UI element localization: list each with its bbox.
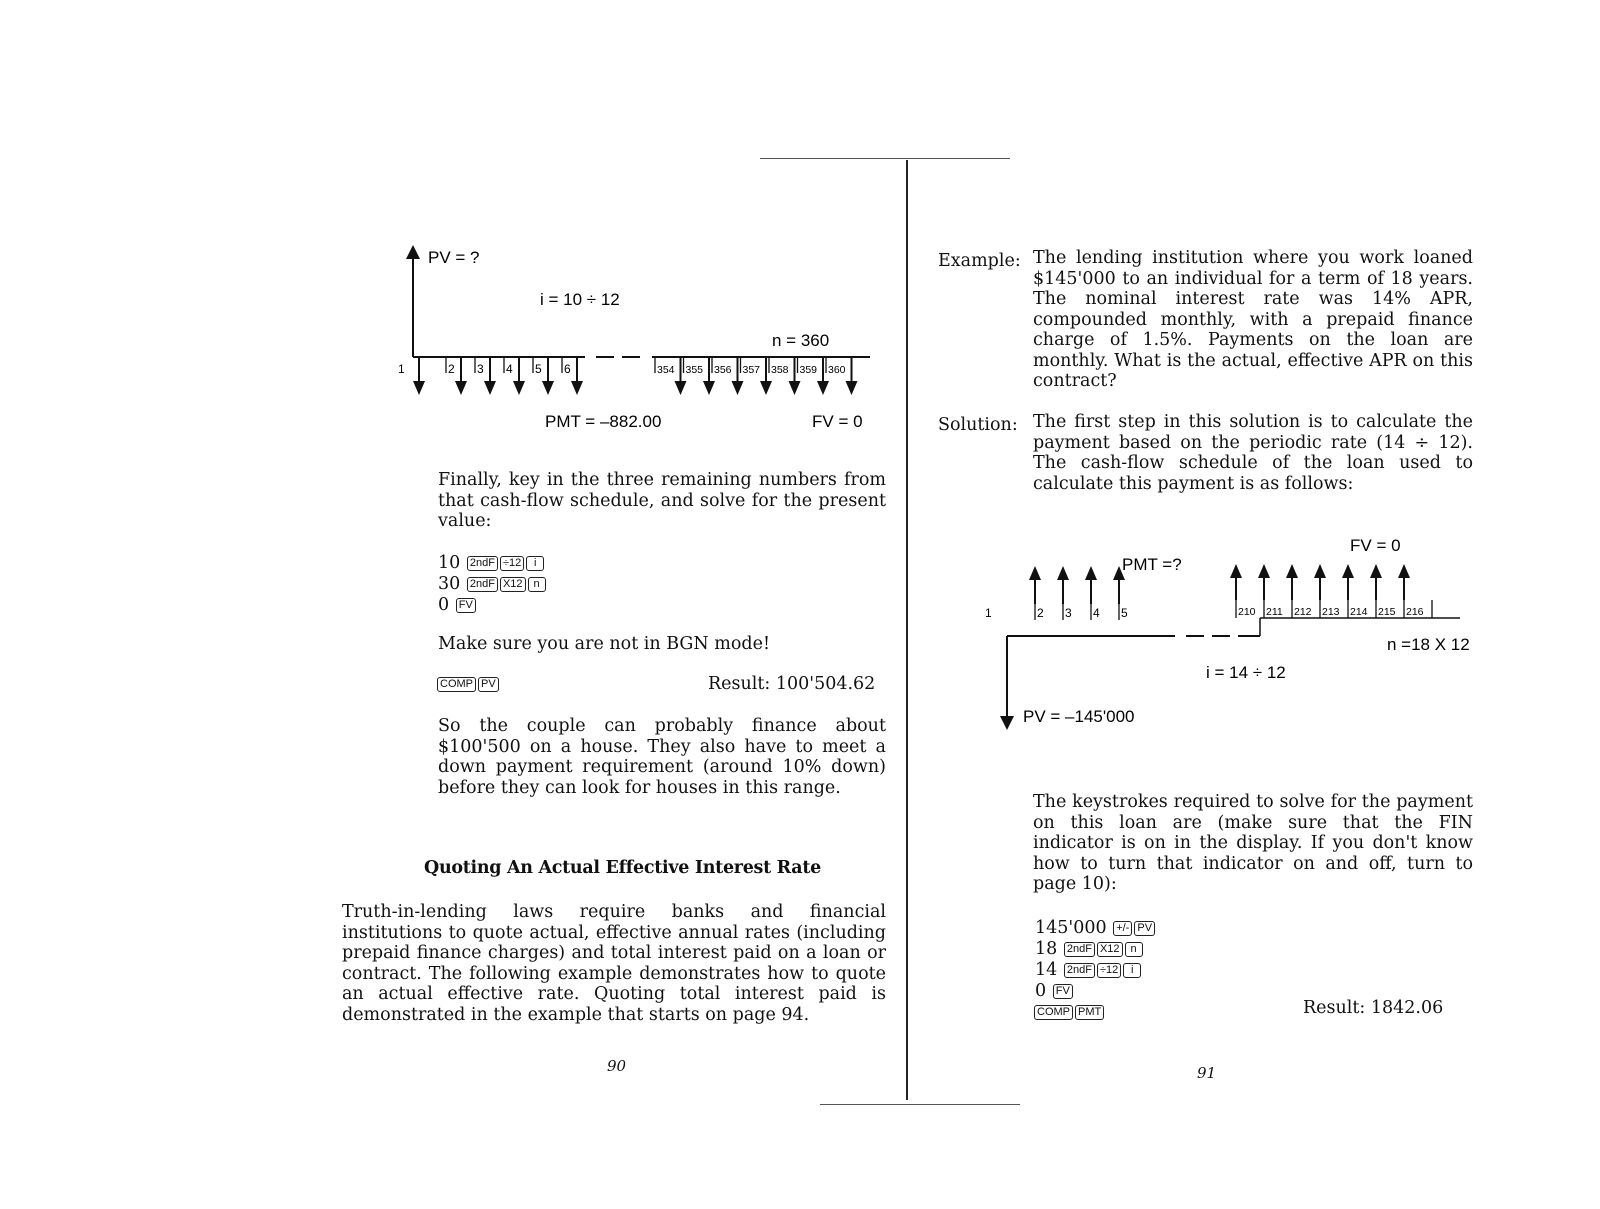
- period-6: [562, 357, 583, 395]
- key-times-12[interactable]: X12: [1097, 942, 1123, 957]
- period-356: [712, 357, 744, 395]
- keystroke-line-2: [1035, 939, 1144, 960]
- period-1: [398, 357, 425, 395]
- period-label: 3: [1065, 606, 1072, 620]
- intro-paragraph: Finally, key in the three remaining numbers from that cash-flow schedule, and solve for the present value:: [438, 470, 886, 531]
- solution-label: Solution:: [938, 415, 1018, 435]
- period-label: 356: [714, 364, 732, 376]
- period-216: [1398, 564, 1424, 618]
- key-2ndf[interactable]: 2ndF: [467, 556, 498, 571]
- period-label: 210: [1238, 606, 1256, 618]
- period-label: 215: [1378, 606, 1396, 618]
- pv-arrow-head: [1000, 716, 1014, 730]
- key-times-12[interactable]: X12: [500, 577, 526, 592]
- period-4: [1085, 566, 1100, 620]
- period-label: 211: [1266, 606, 1283, 618]
- period-3: [1057, 566, 1072, 620]
- period-label: 216: [1406, 606, 1424, 618]
- key-2ndf[interactable]: 2ndF: [467, 577, 498, 592]
- key-pv[interactable]: PV: [478, 677, 499, 692]
- bgn-note: Make sure you are not in BGN mode!: [438, 634, 770, 654]
- pv-label: PV = –145'000: [1023, 707, 1135, 726]
- period-label: 212: [1294, 606, 1312, 618]
- conclusion-paragraph: So the couple can probably finance about $100'500 on a house. They also have to meet a down payment requirement (around 10% down) before they can look for houses in this range.: [438, 716, 886, 798]
- keystroke-line-1: [438, 553, 545, 574]
- rate-label: i = 10 ÷ 12: [540, 290, 620, 309]
- keystroke-value: 0: [1035, 981, 1047, 1001]
- period-5: [533, 357, 554, 395]
- keystroke-value: 18: [1035, 939, 1058, 959]
- period-label: 357: [742, 364, 761, 376]
- keystroke-line-2: [438, 574, 547, 595]
- period-label: 355: [685, 364, 704, 376]
- payment-arrow: [1314, 564, 1326, 578]
- rate-label: i = 14 ÷ 12: [1206, 663, 1286, 682]
- payment-arrow: [846, 381, 858, 395]
- period-354: [655, 357, 687, 395]
- period-label: 2: [448, 362, 455, 376]
- key-n[interactable]: n: [528, 577, 546, 592]
- key-divide-12[interactable]: ÷12: [1097, 963, 1121, 978]
- keystroke-value: 145'000: [1035, 918, 1107, 938]
- period-214: [1342, 564, 1368, 618]
- payment-arrow: [732, 381, 744, 395]
- payment-arrow: [542, 381, 554, 395]
- payment-arrow: [1029, 566, 1041, 580]
- payment-arrow: [513, 381, 525, 395]
- loan-cash-flow-diagram: [400, 245, 890, 445]
- key-pv[interactable]: PV: [1134, 921, 1155, 936]
- page-number-left: 90: [607, 1057, 627, 1075]
- period-358: [769, 357, 801, 395]
- period-ticks-start: [398, 357, 583, 395]
- example-paragraph: The lending institution where you work loaned $145'000 to an individual for a term of 18 years. The nominal interest rate was 14% APR, compounded monthly, with a prepaid finance charge of 1.5%. Payments on the loan are monthly. What is the actual, effective APR on this contract?: [1033, 248, 1473, 391]
- example-label: Example:: [938, 251, 1021, 271]
- period-label: 214: [1350, 606, 1368, 618]
- keystroke-value: 14: [1035, 960, 1058, 980]
- key-pmt[interactable]: PMT: [1075, 1005, 1104, 1020]
- period-ticks-end: [655, 357, 858, 395]
- period-label: 6: [564, 362, 571, 376]
- period-label: 1: [985, 606, 992, 620]
- key-fv[interactable]: FV: [1053, 984, 1073, 999]
- key-i[interactable]: i: [526, 556, 544, 571]
- keystroke-line-5: [1033, 1002, 1105, 1023]
- section-heading: Quoting An Actual Effective Interest Rate: [424, 858, 821, 878]
- key-2ndf[interactable]: 2ndF: [1064, 942, 1095, 957]
- key-comp[interactable]: COMP: [437, 677, 476, 692]
- payment-arrow: [1398, 564, 1410, 578]
- payment-arrow: [1230, 564, 1242, 578]
- page-edge-top: [760, 158, 1010, 159]
- period-label: 2: [1037, 606, 1044, 620]
- key-comp[interactable]: COMP: [1034, 1005, 1073, 1020]
- key-divide-12[interactable]: ÷12: [500, 556, 524, 571]
- body-paragraph: Truth-in-lending laws require banks and financial institutions to quote actual, effective annual rates (including prepaid finance charges) and total interest paid on a loan or contract. The following example demonstrates how to quote an actual effective rate. Quoting total interest paid is demonstrated in the example that starts on page 94.: [342, 902, 886, 1025]
- period-label: 359: [799, 364, 818, 376]
- keystroke-line-4: [1035, 981, 1074, 1002]
- payment-arrow: [484, 381, 496, 395]
- period-3: [475, 357, 496, 395]
- period-359: [798, 357, 830, 395]
- key-n[interactable]: n: [1125, 942, 1143, 957]
- payment-arrow: [703, 381, 715, 395]
- book-spine: [906, 160, 908, 1100]
- period-label: 1: [398, 362, 405, 376]
- period-215: [1370, 564, 1396, 618]
- keystroke-line-3: [438, 595, 477, 616]
- period-212: [1286, 564, 1312, 618]
- period-213: [1314, 564, 1340, 618]
- period-label: 354: [657, 364, 675, 376]
- period-label: 3: [477, 362, 484, 376]
- n-label: n = 360: [772, 331, 830, 350]
- key-change-sign[interactable]: +/-: [1113, 921, 1132, 936]
- period-label: 5: [535, 362, 542, 376]
- period-ticks-end: [1230, 564, 1432, 618]
- period-ticks-start: [985, 566, 1128, 620]
- payment-arrow: [789, 381, 801, 395]
- period-4: [504, 357, 525, 395]
- payment-arrow: [1286, 564, 1298, 578]
- solve-keystrokes: [436, 674, 500, 695]
- payment-arrow: [455, 381, 467, 395]
- period-1: [985, 606, 992, 620]
- period-label: 213: [1322, 606, 1340, 618]
- period-360: [826, 357, 858, 395]
- payment-cash-flow-diagram: [985, 530, 1490, 755]
- payment-arrow: [1342, 564, 1354, 578]
- keystroke-line-1: [1035, 918, 1156, 939]
- payment-arrow: [760, 381, 772, 395]
- pv-arrow-head: [406, 245, 420, 259]
- period-2: [446, 357, 467, 395]
- keystroke-value: 30: [438, 574, 461, 594]
- keystroke-value: 10: [438, 553, 461, 573]
- page-edge-bottom: [820, 1104, 1020, 1105]
- key-i[interactable]: i: [1123, 963, 1141, 978]
- pv-label: PV = ?: [428, 248, 480, 267]
- result-right: Result: 1842.06: [1303, 998, 1444, 1018]
- period-label: 360: [828, 364, 846, 376]
- pmt-label: PMT = –882.00: [545, 412, 662, 431]
- payment-arrow: [1057, 566, 1069, 580]
- payment-arrow: [1370, 564, 1382, 578]
- keystroke-paragraph: The keystrokes required to solve for the payment on this loan are (make sure that the FIN indicator is on in the display. If you don't know how to turn that indicator on and off, turn to page 10):: [1033, 792, 1473, 894]
- period-label: 5: [1121, 606, 1128, 620]
- fv-label: FV = 0: [812, 412, 863, 431]
- payment-arrow: [571, 381, 583, 395]
- result-left: Result: 100'504.62: [708, 674, 876, 694]
- period-357: [741, 357, 773, 395]
- period-211: [1258, 564, 1283, 618]
- period-label: 4: [1093, 606, 1100, 620]
- payment-arrow: [675, 381, 687, 395]
- period-355: [684, 357, 716, 395]
- solution-paragraph: The first step in this solution is to calculate the payment based on the periodic rate (14 ÷ 12). The cash-flow schedule of the loan used to calculate this payment is as follows:: [1033, 412, 1473, 494]
- key-fv[interactable]: FV: [456, 598, 476, 613]
- fv-label: FV = 0: [1350, 536, 1401, 555]
- key-2ndf[interactable]: 2ndF: [1064, 963, 1095, 978]
- payment-arrow: [817, 381, 829, 395]
- period-label: 358: [771, 364, 789, 376]
- period-2: [1029, 566, 1044, 620]
- period-210: [1230, 564, 1256, 618]
- keystroke-line-3: [1035, 960, 1142, 981]
- payment-arrow: [413, 381, 425, 395]
- page-number-right: 91: [1197, 1064, 1217, 1082]
- period-5: [1113, 566, 1128, 620]
- payment-arrow: [1085, 566, 1097, 580]
- payment-arrow: [1258, 564, 1270, 578]
- period-label: 4: [506, 362, 513, 376]
- pmt-label: PMT =?: [1122, 555, 1182, 574]
- keystroke-value: 0: [438, 595, 450, 615]
- n-label: n =18 X 12: [1387, 635, 1470, 654]
